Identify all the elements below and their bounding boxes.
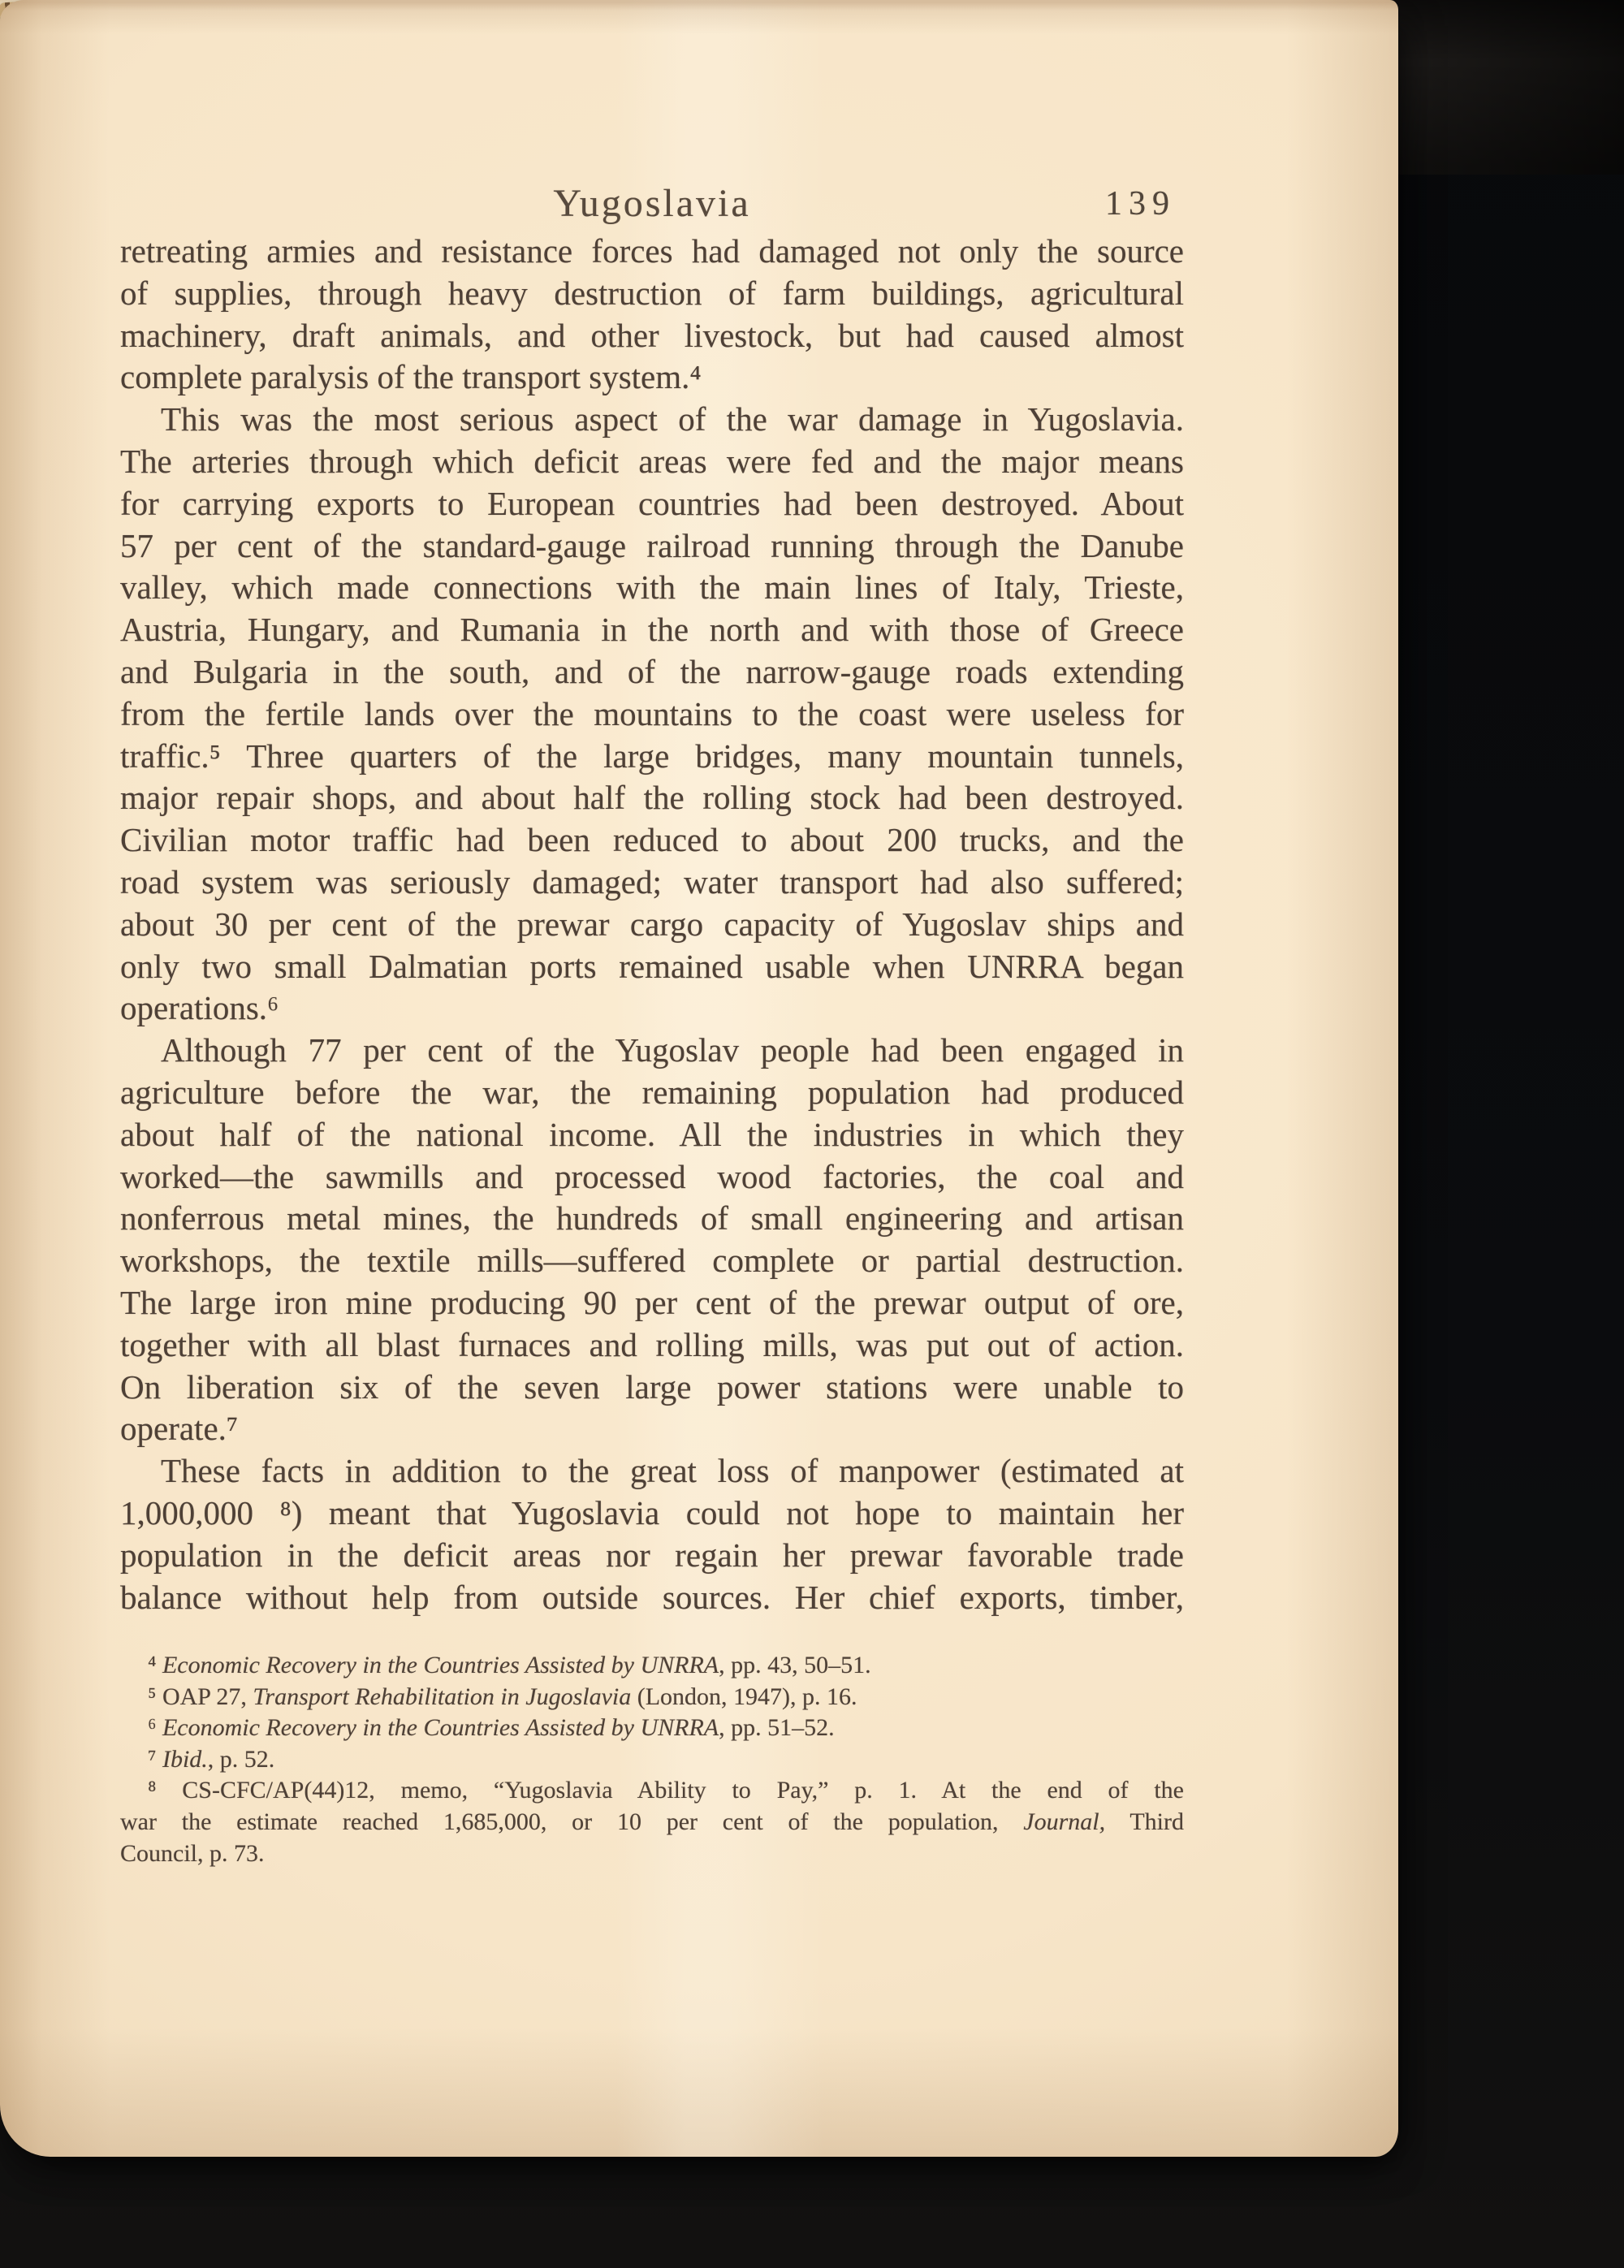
footnote-text: , pp. 51–52.: [719, 1714, 835, 1742]
footnote-line: [120, 1775, 1184, 1807]
body-line: On liberation six of the seven large power stations were unable to: [120, 1367, 1184, 1406]
footnotes: [120, 1650, 1184, 1869]
footnote-line: [120, 1744, 1184, 1776]
body-line: for carrying exports to European countries had been destroyed. About: [120, 484, 1184, 522]
body-line: traffic.⁵ Three quarters of the large bridges, many mountain tunnels,: [120, 737, 1184, 775]
body-line: Civilian motor traffic had been reduced to about 200 trucks, and the: [120, 821, 1184, 859]
running-header-title: Yugoslavia: [553, 182, 751, 225]
footnote-text: ⁶: [148, 1714, 162, 1742]
body-line: of supplies, through heavy destruction of farm buildings, agricultural: [120, 274, 1184, 312]
footnote-italic-text: Journal,: [1023, 1808, 1106, 1835]
body-line: population in the deficit areas nor regain her prewar favorable trade: [120, 1536, 1184, 1574]
body-line: machinery, draft animals, and other livestock, but had caused almost: [120, 316, 1184, 354]
body-line: These facts in addition to the great loss of manpower (estimated at: [161, 1452, 1184, 1490]
body-line: from the fertile lands over the mountains to the coast were useless for: [120, 694, 1184, 732]
footnote-line: [120, 1682, 1184, 1713]
body-line: major repair shops, and about half the rolling stock had been destroyed.: [120, 779, 1184, 817]
body-line: and Bulgaria in the south, and of the narrow-gauge roads extending: [120, 652, 1184, 690]
body-line: together with all blast furnaces and rolling mills, was put out of action.: [120, 1325, 1184, 1363]
body-line: worked—the sawmills and processed wood factories, the coal and: [120, 1157, 1184, 1195]
footnote-text: war the estimate reached 1,685,000, or 10 per cent of the population,: [120, 1808, 1024, 1835]
body-line: operations.⁶: [120, 989, 279, 1027]
footnote-line: [120, 1650, 1184, 1682]
body-line: agriculture before the war, the remaining population had produced: [120, 1073, 1184, 1111]
footnote-text: ⁴: [148, 1652, 162, 1678]
footnote-text: ⁷: [148, 1745, 162, 1773]
footnote-italic-text: Economic Recovery in the Countries Assisted by UNRRA: [162, 1652, 719, 1678]
footnote-text: (London, 1947), p. 16.: [631, 1683, 857, 1710]
body-line: workshops, the textile mills—suffered complete or partial destruction.: [120, 1242, 1184, 1280]
body-line: 1,000,000 ⁸) meant that Yugoslavia could not hope to maintain her: [120, 1493, 1184, 1531]
body-line: about half of the national income. All the industries in which they: [120, 1115, 1184, 1153]
body-line: This was the most serious aspect of the war damage in Yugoslavia.: [161, 400, 1184, 438]
page-number: 139: [1105, 185, 1176, 222]
footnote-text: Third: [1105, 1808, 1185, 1835]
body-line: road system was seriously damaged; water transport had also suffered;: [120, 862, 1184, 901]
body-line: valley, which made connections with the main lines of Italy, Trieste,: [120, 568, 1184, 607]
body-line: retreating armies and resistance forces had damaged not only the source: [120, 232, 1184, 270]
footnote-text: Council, p. 73.: [120, 1839, 265, 1867]
footnote-italic-text: Economic Recovery in the Countries Assisted by UNRRA: [162, 1714, 719, 1742]
footnote-line: [120, 1838, 1184, 1870]
footnote-text: , p. 52.: [207, 1745, 275, 1773]
footnote-text: ⁸ CS-CFC/AP(44)12, memo, “Yugoslavia Ability to Pay,” p. 1. At the end of the: [148, 1777, 1184, 1804]
footnote-line: [120, 1713, 1184, 1744]
body-line: balance without help from outside sources. Her chief exports, timber,: [120, 1578, 1184, 1616]
body-line: Austria, Hungary, and Rumania in the north and with those of Greece: [120, 611, 1184, 649]
body-line: 57 per cent of the standard-gauge railroad running through the Danube: [120, 526, 1184, 564]
footnote-italic-text: Transport Rehabilitation in Jugoslavia: [253, 1683, 632, 1710]
running-header: [120, 179, 1184, 229]
body-line: operate.⁷: [120, 1410, 239, 1448]
body-line: complete paralysis of the transport system.⁴: [120, 358, 702, 396]
footnote-line: [120, 1807, 1184, 1838]
footnote-text: , pp. 43, 50–51.: [719, 1652, 871, 1678]
body-line: nonferrous metal mines, the hundreds of small engineering and artisan: [120, 1199, 1184, 1238]
body-line: The large iron mine producing 90 per cent of the prewar output of ore,: [120, 1283, 1184, 1321]
footnote-text: ⁵ OAP 27,: [148, 1683, 253, 1710]
body-line: only two small Dalmatian ports remained usable when UNRRA began: [120, 947, 1184, 985]
body-line: The arteries through which deficit areas were fed and the major means: [120, 442, 1184, 480]
body-line: about 30 per cent of the prewar cargo capacity of Yugoslav ships and: [120, 905, 1184, 943]
body-line: Although 77 per cent of the Yugoslav people had been engaged in: [161, 1031, 1184, 1069]
footnote-italic-text: Ibid.: [162, 1745, 208, 1773]
page-body-text: [120, 231, 1184, 1618]
